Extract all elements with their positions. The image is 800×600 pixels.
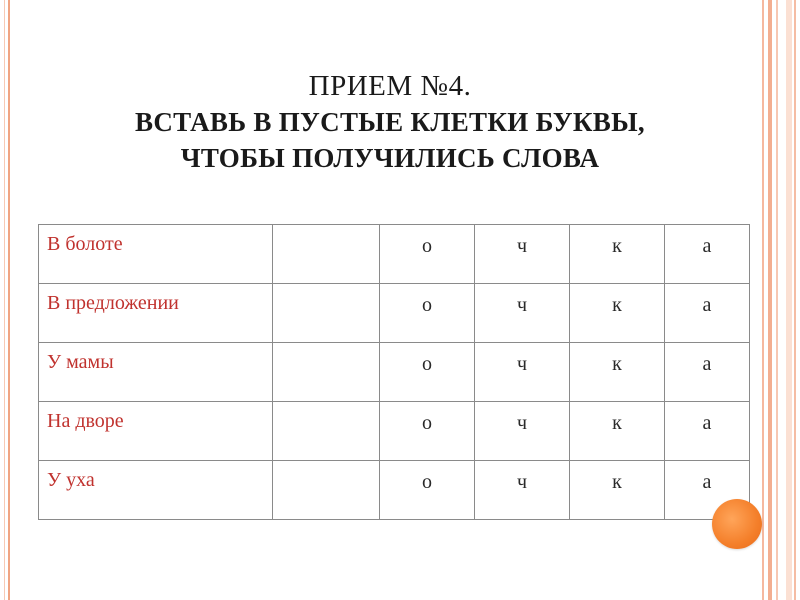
table-row (39, 284, 750, 343)
table-row (39, 225, 750, 284)
row-label: У уха (39, 461, 273, 520)
title-line-1: ПРИЕМ №4. (308, 70, 472, 102)
letter-cell: к (570, 225, 665, 284)
slide-title (30, 68, 750, 176)
table-row (39, 343, 750, 402)
table-row (39, 402, 750, 461)
row-label: В болоте (39, 225, 273, 284)
letter-cell: ч (475, 284, 570, 343)
row-label: На дворе (39, 402, 273, 461)
left-decor-line (8, 0, 10, 600)
letter-cell: о (380, 284, 475, 343)
letter-cell: ч (475, 402, 570, 461)
letter-cell: о (380, 225, 475, 284)
row-label: В предложении (39, 284, 273, 343)
empty-cell[interactable] (273, 461, 380, 520)
empty-cell[interactable] (273, 343, 380, 402)
letter-cell: а (665, 461, 750, 520)
right-decor-stripe (786, 0, 792, 600)
left-decor-line-thin (4, 0, 5, 600)
empty-cell[interactable] (273, 402, 380, 461)
empty-cell[interactable] (273, 284, 380, 343)
letter-cell: к (570, 461, 665, 520)
right-decor-stripe (768, 0, 772, 600)
right-decor-stripe (762, 0, 764, 600)
row-label: У мамы (39, 343, 273, 402)
letter-cell: а (665, 225, 750, 284)
orange-circle-decoration (712, 499, 762, 549)
letter-cell: а (665, 284, 750, 343)
letter-cell: к (570, 284, 665, 343)
letter-cell: а (665, 402, 750, 461)
title-line-3: ЧТОБЫ ПОЛУЧИЛИСЬ СЛОВА (180, 143, 600, 173)
right-decor-stripe (794, 0, 796, 600)
letter-cell: ч (475, 225, 570, 284)
empty-cell[interactable] (273, 225, 380, 284)
letter-cell: ч (475, 343, 570, 402)
letter-cell: ч (475, 461, 570, 520)
title-line-2: ВСТАВЬ В ПУСТЫЕ КЛЕТКИ БУКВЫ, (135, 107, 645, 137)
right-decor-stripe (776, 0, 778, 600)
letter-cell: о (380, 402, 475, 461)
letter-cell: о (380, 461, 475, 520)
letter-cell: к (570, 343, 665, 402)
word-puzzle-table (38, 224, 750, 520)
letter-cell: к (570, 402, 665, 461)
table-row (39, 461, 750, 520)
letter-cell: о (380, 343, 475, 402)
letter-cell: а (665, 343, 750, 402)
